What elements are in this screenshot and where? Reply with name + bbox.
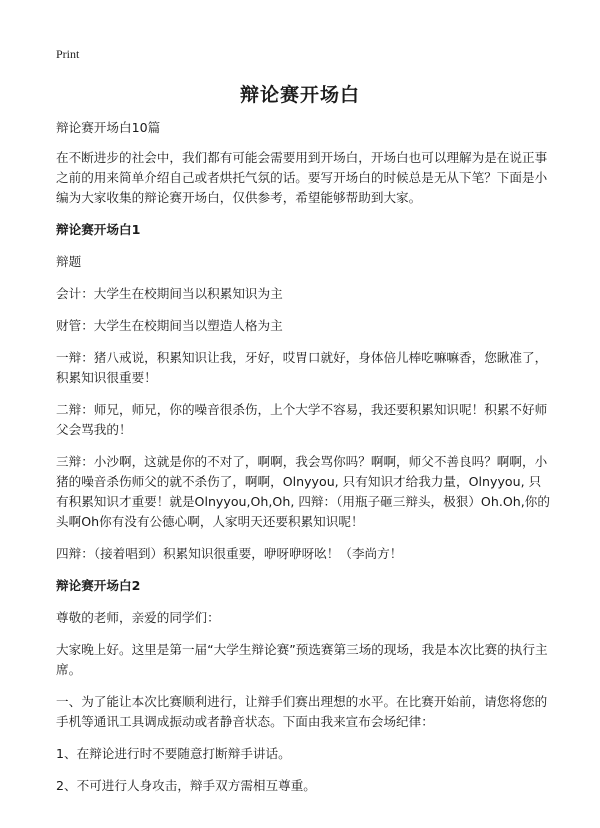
- print-link[interactable]: Print: [56, 47, 80, 61]
- section-heading-1: 辩论赛开场白1: [56, 222, 141, 237]
- rule-item-2: 2、不可进行人身攻击，辩手双方需相互尊重。: [56, 778, 316, 793]
- section-1: [56, 220, 552, 564]
- intro-paragraph: 在不断进步的社会中，我们都有可能会需要用到开场白，开场白也可以理解为是在说正事之前的用来简单介绍自己或者烘托气氛的话。要写开场白的时候总是无从下笔？下面是小编为大家收集的辩论赛开场白，仅供参考，希望能够帮助到大家。: [56, 150, 548, 205]
- fourth-debater-paragraph: 四辩：（接着唱到）积累知识很重要，咿呀咿呀吆！（李尚方！: [56, 546, 403, 561]
- second-debater-paragraph: 二辩：师兄，师兄，你的噪音很杀伤，上个大学不容易，我还要积累知识呢！积累不好师父会骂我的！: [56, 402, 548, 437]
- greeting-paragraph: 尊敬的老师，亲爱的同学们：: [56, 610, 220, 625]
- section-2: [56, 576, 552, 796]
- rule-item-1: 1、在辩论进行时不要随意打断辩手讲话。: [56, 746, 291, 761]
- third-debater-paragraph: 三辩：小沙啊，这就是你的不对了，啊啊，我会骂你吗？啊啊，师父不善良吗？啊啊，小猪的噪音杀伤师父的就不杀伤了，啊啊，Olnyyou, 只有知识才给我力量，Olnyyou, 只有积累知识才重要！就是Olnyyou,Oh,Oh, 四辩：（用瓶子砸三辩头，极狠）Oh.Oh,你的头啊Oh你有没有公德心啊，人家明天还要积累知识呢！: [56, 454, 550, 529]
- section-heading-2: 辩论赛开场白2: [56, 578, 141, 593]
- finance-position: 财管：大学生在校期间当以塑造人格为主: [56, 318, 283, 333]
- document-body: [56, 118, 552, 808]
- document-title: 辩论赛开场白: [239, 84, 360, 106]
- first-debater-paragraph: 一辩：猪八戒说，积累知识让我，牙好，哎胃口就好，身体倍儿棒吃嘛嘛香，您瞅准了，积累知识很重要！: [56, 350, 548, 385]
- rules-intro-paragraph: 一、为了能让本次比赛顺利进行，让辩手们赛出理想的水平。在比赛开始前，请您将您的手机等通讯工具调成振动或者静音状态。下面由我来宣布会场纪律：: [56, 694, 548, 729]
- document-subtitle: 辩论赛开场白10篇: [56, 120, 161, 135]
- topic-label: 辩题: [56, 254, 82, 269]
- welcome-paragraph: 大家晚上好。这里是第一届“大学生辩论赛”预选赛第三场的现场，我是本次比赛的执行主席。: [56, 642, 548, 677]
- accounting-position: 会计：大学生在校期间当以积累知识为主: [56, 286, 283, 301]
